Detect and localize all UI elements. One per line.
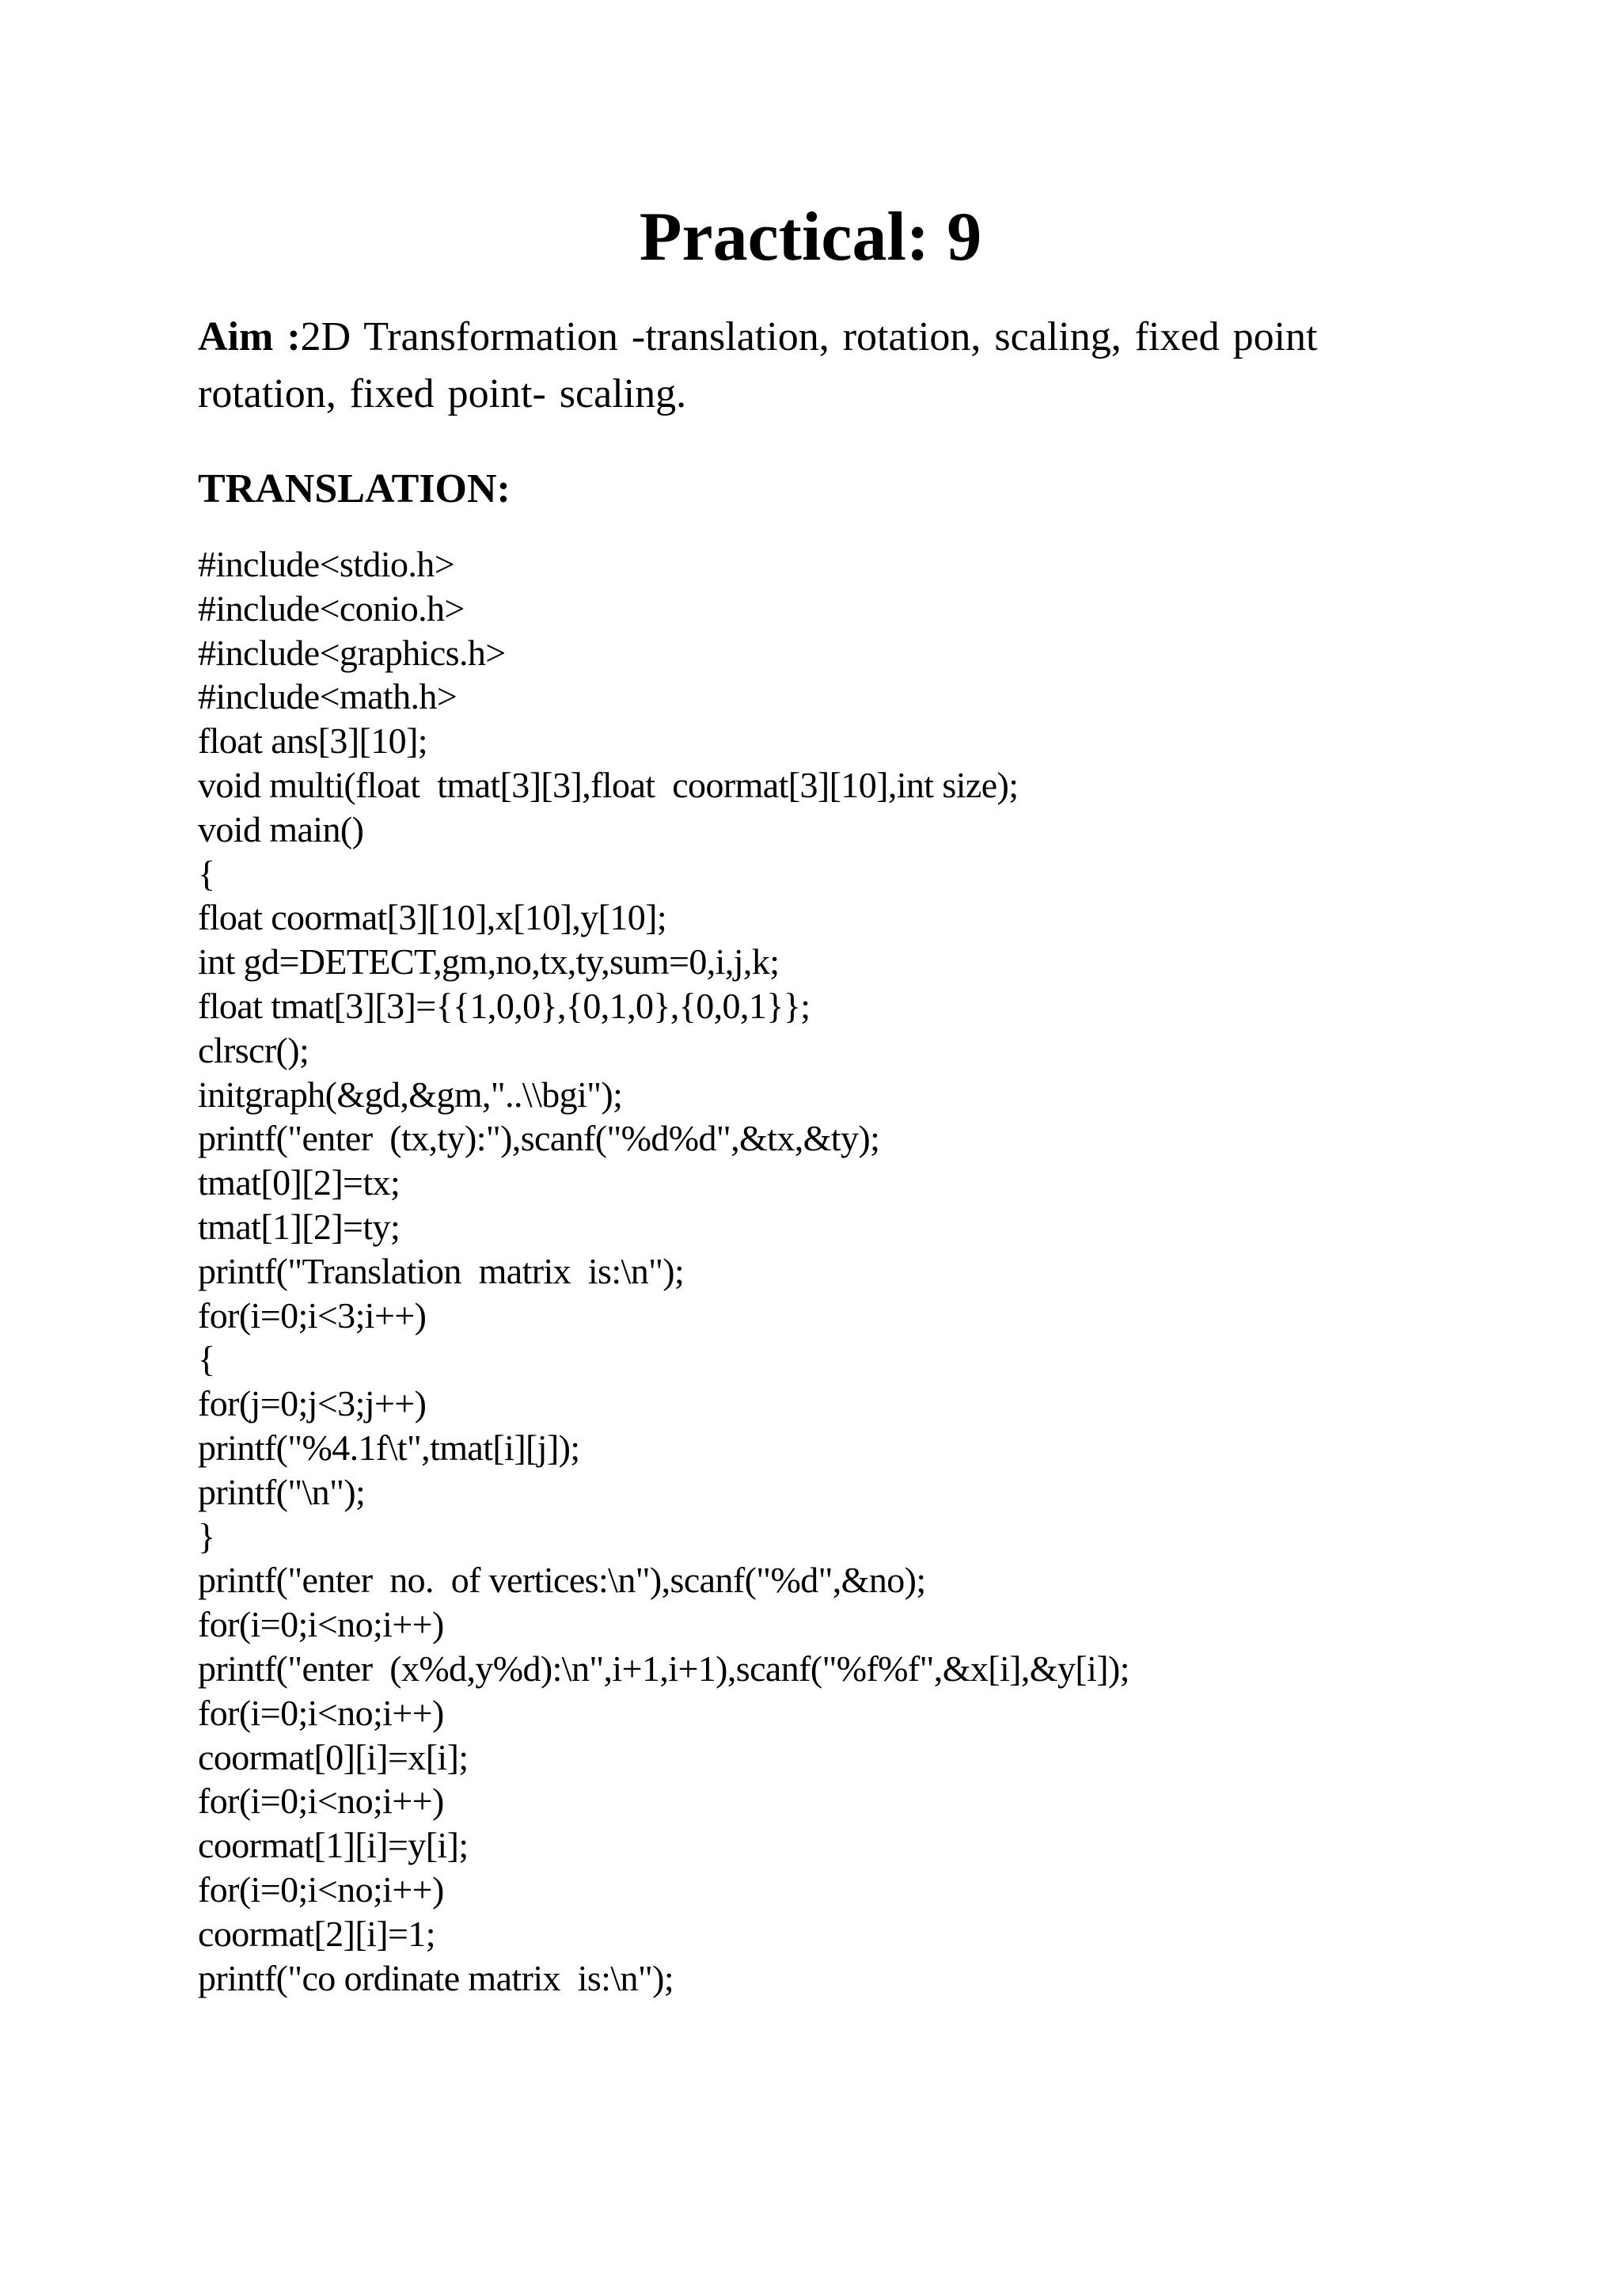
code-line: #include<stdio.h> [198,544,455,584]
code-line: printf("enter (x%d,y%d):\n",i+1,i+1),scanf("%f%f",&x[i],&y[i]); [198,1648,1129,1689]
code-listing [198,542,1504,2000]
code-line: tmat[0][2]=tx; [198,1162,401,1203]
aim-text: 2D Transformation -translation, rotation, scaling, fixed point rotation, fixed point- scaling. [198,314,1318,416]
code-line: float coormat[3][10],x[10],y[10]; [198,897,667,938]
code-line: for(i=0;i<3;i++) [198,1294,427,1336]
code-line: tmat[1][2]=ty; [198,1206,401,1247]
code-line: #include<conio.h> [198,587,465,629]
code-line: coormat[1][i]=y[i]; [198,1825,469,1866]
code-line: { [198,1339,215,1380]
code-line: void main() [198,808,364,850]
aim-paragraph [198,309,1433,423]
code-line: { [198,853,215,894]
code-line: #include<math.h> [198,676,457,717]
code-line: int gd=DETECT,gm,no,tx,ty,sum=0,i,j,k; [198,941,780,983]
code-line: printf("%4.1f\t",tmat[i][j]); [198,1427,580,1468]
code-line: for(i=0;i<no;i++) [198,1692,444,1733]
code-line: } [198,1515,215,1557]
code-line: coormat[2][i]=1; [198,1913,435,1954]
code-line: for(i=0;i<no;i++) [198,1604,444,1645]
code-line: printf("enter (tx,ty):"),scanf("%d%d",&tx,&ty); [198,1118,880,1159]
page-title: Practical: 9 [639,199,982,276]
aim-label: Aim : [198,314,301,359]
code-line: #include<graphics.h> [198,632,506,673]
code-line: for(i=0;i<no;i++) [198,1781,444,1822]
code-line: printf("\n"); [198,1471,366,1512]
code-line: printf("co ordinate matrix is:\n"); [198,1957,674,1998]
code-line: for(i=0;i<no;i++) [198,1868,444,1910]
code-line: float tmat[3][3]={{1,0,0},{0,1,0},{0,0,1}}; [198,985,810,1026]
code-line: for(j=0;j<3;j++) [198,1383,427,1424]
code-line: printf("enter no. of vertices:\n"),scanf("%d",&no); [198,1560,926,1601]
code-line: initgraph(&gd,&gm,"..\\bgi"); [198,1074,623,1115]
code-line: printf("Translation matrix is:\n"); [198,1250,685,1291]
code-line: void multi(float tmat[3][3],float coormat[3][10],int size); [198,764,1019,805]
code-line: clrscr(); [198,1029,309,1070]
section-heading-translation: TRANSLATION: [198,466,511,511]
code-line: float ans[3][10]; [198,720,427,762]
code-line: coormat[0][i]=x[i]; [198,1736,469,1777]
